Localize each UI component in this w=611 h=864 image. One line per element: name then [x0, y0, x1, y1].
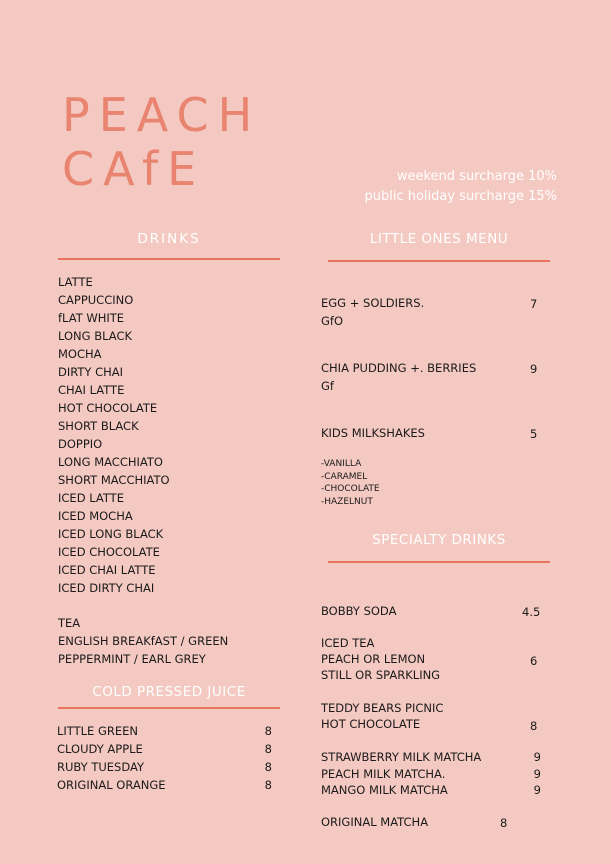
menu-item: [321, 749, 541, 766]
little-ones-divider: [328, 260, 550, 262]
list-item: ENGLISH BREAKfAST / GREEN: [58, 634, 229, 648]
drinks-divider: [58, 258, 280, 260]
item-price: 5: [530, 427, 538, 441]
list-item: -HAZELNUT: [321, 496, 373, 507]
menu-item: [57, 758, 272, 776]
menu-item-original-matcha: ORIGINAL MATCHA: [321, 815, 429, 829]
item-name: LITTLE GREEN: [57, 724, 139, 738]
item-price: 9: [530, 362, 538, 376]
item-name: CHIA PUDDING +. BERRIES: [321, 361, 477, 375]
item-price: 8: [530, 719, 538, 733]
list-item: LATTE: [58, 275, 93, 289]
drinks-heading: DRINKS: [137, 231, 201, 247]
list-item: SHORT MACCHIATO: [58, 473, 170, 487]
list-item: MOCHA: [58, 347, 102, 361]
cafe-title-line2: CAfE: [62, 142, 206, 196]
list-item: ICED LATTE: [58, 491, 124, 505]
item-name: RUBY TUESDAY: [57, 760, 145, 774]
item-name: MANGO MILK MATCHA: [321, 783, 448, 797]
menu-item-teddy-bears-picnic: [321, 700, 443, 732]
weekend-surcharge: weekend surcharge 10%: [396, 169, 557, 184]
list-item: ICED CHOCOLATE: [58, 545, 160, 559]
item-price: 7: [530, 297, 538, 311]
item-name: ICED TEA: [321, 636, 375, 650]
item-name: STRAWBERRY MILK MATCHA: [321, 750, 482, 764]
item-name: HOT CHOCOLATE: [321, 717, 421, 731]
item-price: 8: [264, 742, 272, 756]
little-ones-heading: LITTLE ONES MENU: [369, 231, 509, 247]
menu-item-kids-milkshakes: KIDS MILKSHAKES: [321, 426, 425, 440]
item-option: STILL OR SPARKLING: [321, 668, 441, 682]
drinks-list: [58, 273, 170, 597]
item-name: ORIGINAL ORANGE: [57, 778, 166, 792]
item-name: TEDDY BEARS PICNIC: [321, 701, 444, 715]
item-note: GfO: [321, 314, 344, 328]
menu-item: [57, 722, 272, 740]
item-price: 9: [533, 750, 541, 764]
list-item: LONG BLACK: [58, 329, 133, 343]
menu-item-egg-soldiers: [321, 294, 424, 330]
matcha-list: [321, 749, 541, 799]
item-price: 8: [500, 816, 508, 830]
list-item: ICED DIRTY CHAI: [58, 581, 155, 595]
menu-item: [57, 776, 272, 794]
list-item: TEA: [58, 616, 81, 630]
milkshake-flavours: [321, 458, 380, 508]
list-item: DIRTY CHAI: [58, 365, 124, 379]
list-item: HOT CHOCOLATE: [58, 401, 158, 415]
item-price: 8: [264, 778, 272, 792]
list-item: DOPPIO: [58, 437, 103, 451]
item-note: Gf: [321, 379, 334, 393]
menu-item-iced-tea: [321, 635, 440, 683]
item-option: PEACH OR LEMON: [321, 652, 426, 666]
menu-item-chia-pudding: [321, 359, 476, 395]
item-price: 8: [264, 724, 272, 738]
item-price: 9: [533, 766, 541, 781]
list-item: ICED LONG BLACK: [58, 527, 164, 541]
menu-item: [321, 766, 541, 783]
juice-divider: [58, 707, 280, 709]
item-price: 6: [530, 654, 538, 668]
list-item: ICED CHAI LATTE: [58, 563, 156, 577]
list-item: CAPPUCCINO: [58, 293, 134, 307]
specialty-heading: SPECIALTY DRINKS: [372, 532, 506, 548]
list-item: PEPPERMINT / EARL GREY: [58, 652, 206, 666]
cafe-title-line1: PEACH: [62, 88, 262, 142]
list-item: -CHOCOLATE: [321, 484, 380, 495]
item-name: CLOUDY APPLE: [57, 742, 143, 756]
item-price: 8: [264, 760, 272, 774]
juice-list: [57, 722, 272, 794]
menu-item: [57, 740, 272, 758]
menu-item: [321, 782, 541, 799]
list-item: fLAT WHITE: [58, 311, 125, 325]
list-item: CHAI LATTE: [58, 383, 125, 397]
juice-heading: COLD PRESSED JUICE: [92, 684, 246, 700]
list-item: -VANILLA: [321, 459, 362, 469]
item-price: 9: [533, 783, 541, 797]
item-name: PEACH MILK MATCHA.: [321, 766, 446, 781]
item-name: EGG + SOLDIERS.: [321, 296, 425, 310]
list-item: -CARAMEL: [321, 471, 368, 482]
holiday-surcharge: public holiday surcharge 15%: [364, 189, 557, 204]
item-price: 4.5: [522, 605, 541, 619]
list-item: LONG MACCHIATO: [58, 455, 163, 469]
menu-item-bobby-soda: BOBBY SODA: [321, 604, 397, 618]
list-item: ICED MOCHA: [58, 509, 133, 523]
tea-list: [58, 614, 228, 668]
list-item: SHORT BLACK: [58, 419, 139, 433]
specialty-divider: [328, 561, 550, 563]
